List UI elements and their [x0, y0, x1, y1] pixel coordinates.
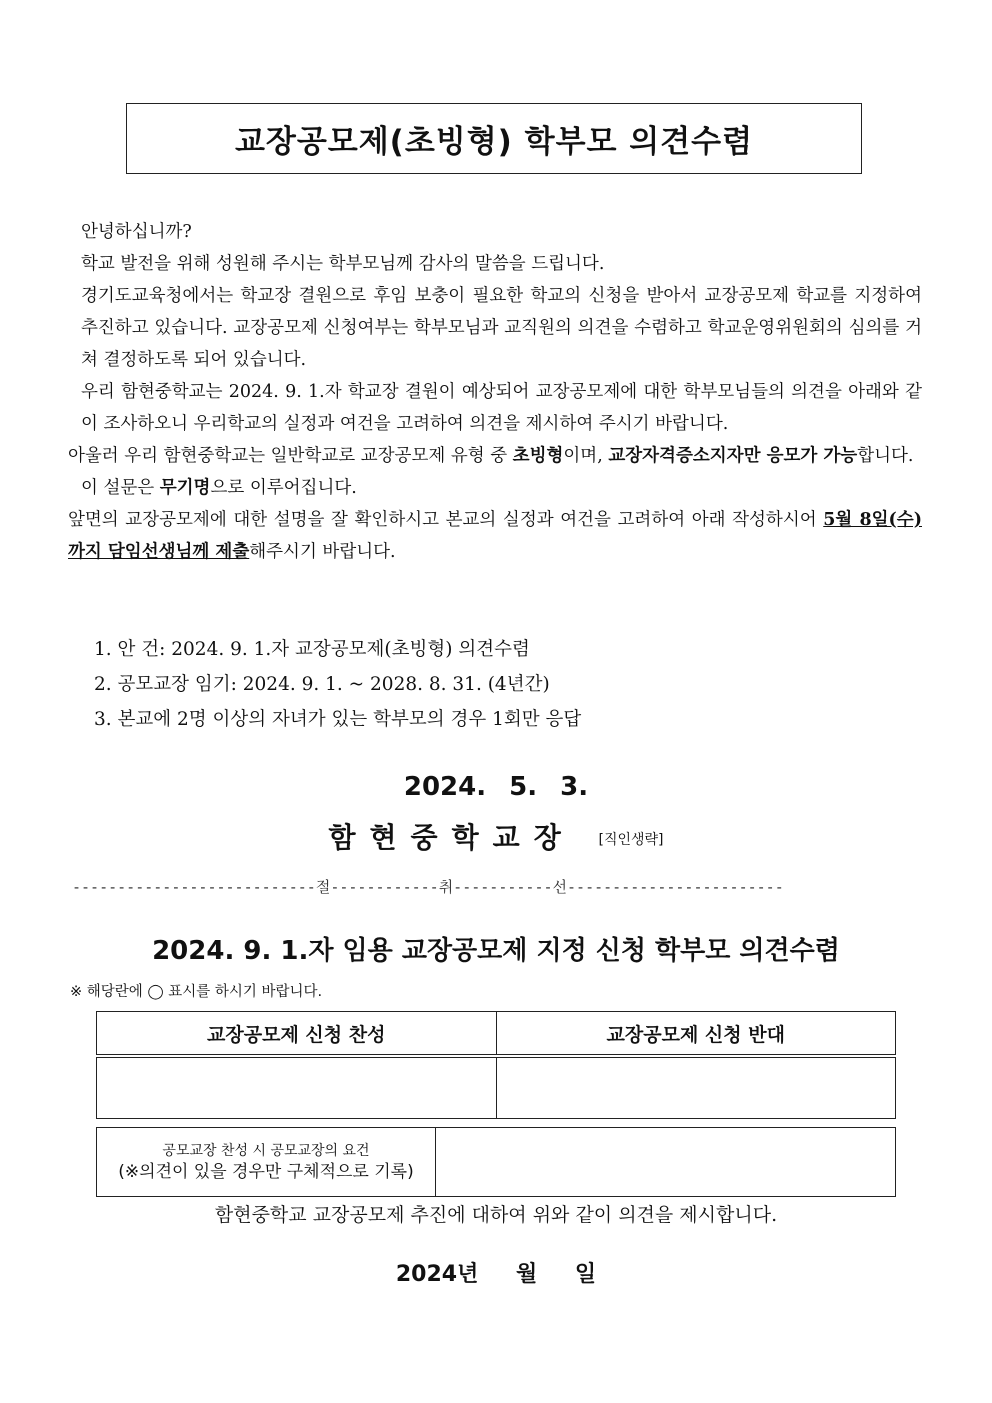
list-item: 1. 안 건: 2024. 9. 1.자 교장공모제(초빙형) 의견수렴: [94, 639, 530, 660]
list-item: 2. 공모교장 임기: 2024. 9. 1. ~ 2028. 8. 31. (4년간): [94, 674, 550, 695]
form-note: ※ 해당란에 ◯ 표시를 하시기 바랍니다.: [70, 984, 323, 1000]
oppose-cell[interactable]: [496, 1056, 896, 1119]
closing-statement: 함현중학교 교장공모제 추진에 대하여 위와 같이 의견을 제시합니다.: [214, 1204, 778, 1226]
deadline-paragraph: 앞면의 교장공모제에 대한 설명을 잘 확인하시고 본교의 실정과 여건을 고려하여 아래 작성하시어 5월 8일(수)까지 담임선생님께 제출해주시기 바랍니다.: [68, 510, 922, 562]
survey-paragraph: 우리 함현중학교는 2024. 9. 1.자 학교장 결원이 예상되어 교장공모제에 대한 학부모님들의 의견을 아래와 같이 조사하오니 우리학교의 실정과 여건을 고려하여 의견을 제시하여 주시기 바랍니다.: [81, 382, 922, 434]
requirement-table: [96, 1127, 896, 1197]
list-item: 3. 본교에 2명 이상의 자녀가 있는 학부모의 경우 1회만 응답: [94, 709, 582, 730]
seal-note: [직인생략]: [598, 832, 664, 848]
requirement-label: 공모교장 찬성 시 공모교장의 요건 (※의견이 있을 경우만 구체적으로 기록): [97, 1128, 436, 1197]
intro-text: [68, 216, 922, 568]
requirement-input-cell[interactable]: [436, 1128, 896, 1197]
issue-date: 2024. 5. 3.: [403, 772, 589, 802]
form-title: 2024. 9. 1.자 임용 교장공모제 지정 신청 학부모 의견수렴: [152, 936, 840, 966]
item-list: [94, 632, 581, 737]
policy-paragraph: 경기도교육청에서는 학교장 결원으로 후임 보충이 필요한 학교의 신청을 받아서 교장공모제 학교를 지정하여 추진하고 있습니다. 교장공모제 신청여부는 학부모님과 교직원의 의견을 수렴하고 학교운영위원회의 심의를 거쳐 결정하도록 되어 있습니다.: [81, 286, 922, 370]
thanks-paragraph: 학교 발전을 위해 성원해 주시는 학부모님께 감사의 말씀을 드립니다.: [81, 254, 605, 274]
document-title: 교장공모제(초빙형) 학부모 의견수렴: [126, 103, 862, 174]
response-date-line: 2024년 월 일: [395, 1262, 597, 1287]
vote-table: [96, 1011, 896, 1119]
oppose-header: 교장공모제 신청 반대: [496, 1012, 896, 1057]
type-paragraph: 아울러 우리 함현중학교는 일반학교로 교장공모제 유형 중 초빙형이며, 교장자격증소지자만 응모가 가능합니다.: [68, 446, 914, 466]
agree-header: 교장공모제 신청 찬성: [97, 1012, 497, 1057]
principal-signature: 함현중학교장 [직인생략]: [328, 821, 664, 854]
agree-cell[interactable]: [97, 1056, 497, 1119]
anonymous-paragraph: 이 설문은 무기명으로 이루어집니다.: [81, 478, 357, 498]
cut-line: ---------------------------절------------취-----------선------------------------: [72, 878, 784, 896]
greeting: 안녕하십니까?: [81, 222, 192, 242]
